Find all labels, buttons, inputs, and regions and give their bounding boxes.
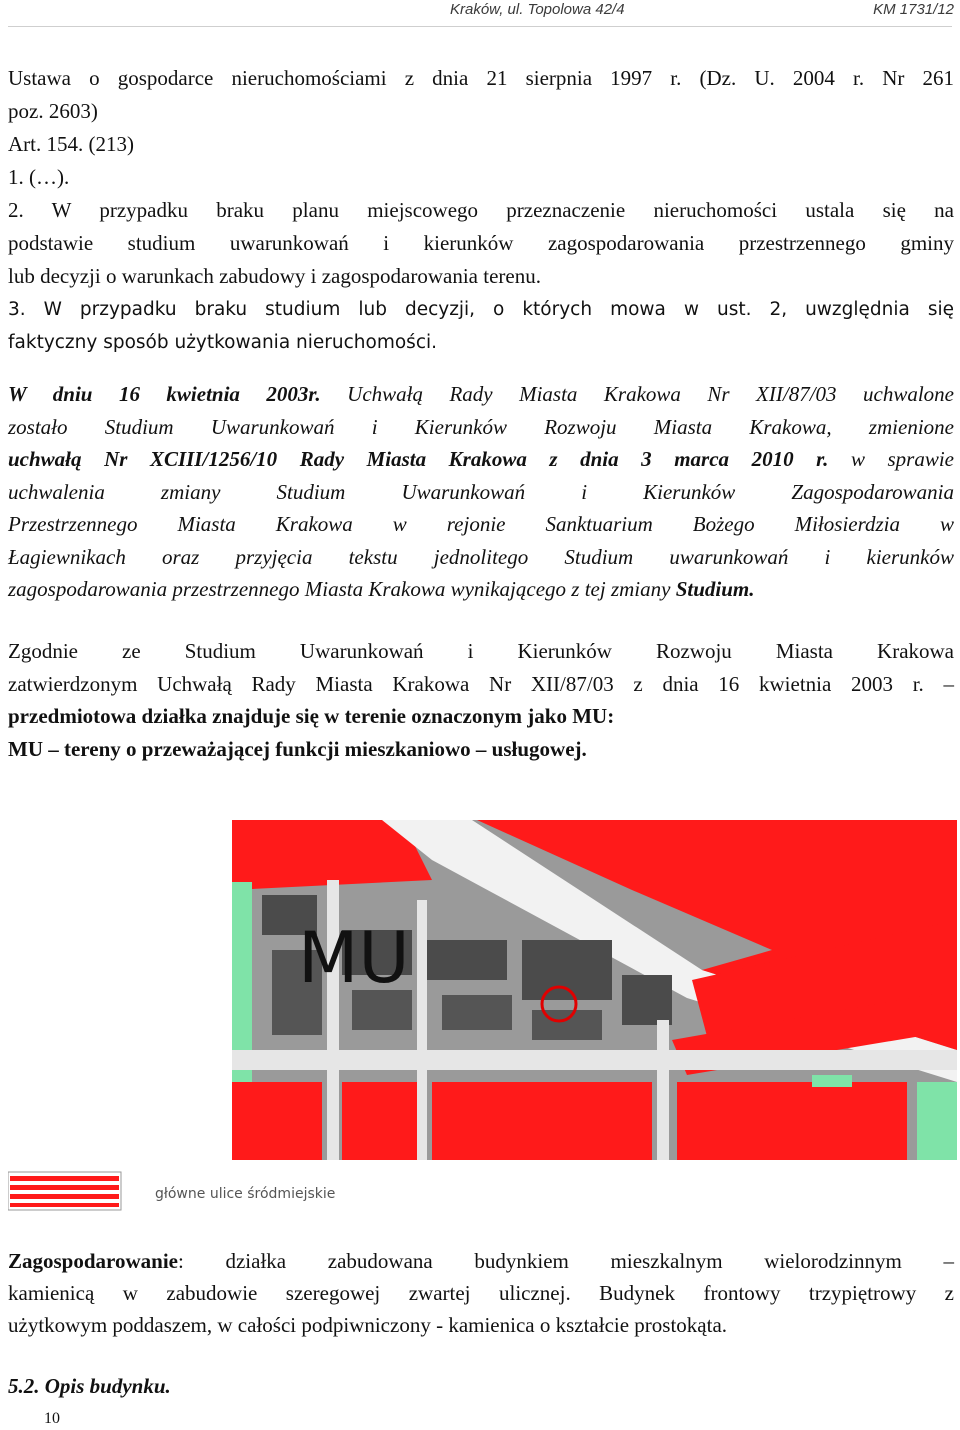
map-road-area [432,1082,652,1160]
map-building [622,975,672,1025]
law-point-3: 3. W przypadku braku studium lub decyzji, o których mowa w ust. 2, uwzględnia się [8,299,954,320]
resolution-line: W dniu 16 kwietnia 2003r. Uchwałą Rady Miasta Krakowa Nr XII/87/03 uchwalone [8,382,955,406]
zoning-map [232,820,957,1160]
resolution-line: uchwalenia zmiany Studium Uwarunkowań i Kierunków Zagospodarowania [8,479,954,504]
law-article: Art. 154. (213) [8,132,134,156]
resolution-date: W dniu 16 kwietnia 2003r. [8,382,321,406]
resolution-paragraph [8,378,954,606]
map-street [232,1050,957,1070]
header-case-number: KM 1731/12 [873,1,954,18]
development-line: użytkowym poddaszem, w całości podpiwniczony - kamienica o kształcie prostokąta. [8,1313,728,1337]
map-road-area [342,1082,417,1160]
legend-label: główne ulice śródmiejskie [155,1186,336,1202]
law-point-2: podstawie studium uwarunkowań i kierunków zagospodarowania przestrzennego gminy [8,231,954,255]
resolution-line: zostało Studium Uwarunkowań i Kierunków Rozwoju Miasta Krakowa, zmienione [8,414,954,439]
map-building [442,995,512,1030]
studium-line: Zgodnie ze Studium Uwarunkowań i Kierunków Rozwoju Miasta Krakowa [8,639,954,663]
studium-paragraph [8,635,954,765]
studium-designation: przedmiotowa działka znajduje się w terenie oznaczonym jako MU: [8,704,615,728]
map-road-area [232,1082,322,1160]
development-line: kamienicą w zabudowie szeregowej zwartej ulicznej. Budynek frontowy trzypiętrowy z [8,1281,954,1305]
page-number: 10 [44,1410,60,1427]
law-point-1: 1. (…). [8,165,70,189]
legend-stripe [10,1194,119,1199]
law-title-line: poz. 2603) [8,99,98,123]
law-point-2: lub decyzji o warunkach zabudowy i zagospodarowania terenu. [8,264,541,288]
development-paragraph [8,1245,954,1341]
map-road-area [677,1082,907,1160]
map-street [417,900,427,1160]
studium-line: zatwierdzonym Uchwałą Rady Miasta Krakowa Nr XII/87/03 z dnia 16 kwietnia 2003 r. – [8,671,954,696]
legend-stripe [10,1203,119,1207]
map-green-area [812,1075,852,1087]
map-building [522,940,612,1000]
law-point-2: 2. W przypadku braku planu miejscowego przeznaczenie nieruchomości ustala się na [8,198,954,222]
law-point-3: faktyczny sposób użytkowania nieruchomości. [8,332,438,353]
law-title-line: Ustawa o gospodarce nieruchomościami z dnia 21 sierpnia 1997 r. (Dz. U. 2004 r. Nr 261 [8,66,954,90]
resolution-line: zagospodarowania przestrzennego Miasta Krakowa wynikającego z tej zmiany Studium. [8,577,755,601]
map-street [657,1020,669,1160]
map-building [532,1010,602,1040]
law-citation [8,62,954,359]
map-green-area [917,1082,957,1160]
legend-stripe [10,1185,119,1190]
resolution-line: Przestrzennego Miasta Krakowa w rejonie Sanktuarium Bożego Miłosierdzia w [8,512,954,536]
header-divider [8,26,952,27]
legend-stripe [10,1176,119,1181]
development-term: Zagospodarowanie [8,1249,178,1273]
studium-mu-definition: MU – tereny o przeważającej funkcji mieszkaniowo – usługowej. [8,736,587,761]
resolution-amendment: uchwałą Nr XCIII/1256/10 Rady Miasta Krakowa z dnia 3 marca 2010 r. [8,447,829,471]
page-header [0,0,960,22]
map-building [427,940,507,980]
header-address: Kraków, ul. Topolowa 42/4 [450,1,625,18]
resolution-line: Łagiewnikach oraz przyjęcia tekstu jednolitego Studium uwarunkowań i kierunków [8,544,954,569]
development-line: Zagospodarowanie: działka zabudowana budynkiem mieszkalnym wielorodzinnym – [8,1249,954,1273]
map-zone-label: MU [298,917,410,999]
section-heading: 5.2. Opis budynku. [8,1374,171,1398]
resolution-line: uchwałą Nr XCIII/1256/10 Rady Miasta Krakowa z dnia 3 marca 2010 r. w sprawie [8,447,954,471]
zoning-map-graphic [232,820,957,1160]
